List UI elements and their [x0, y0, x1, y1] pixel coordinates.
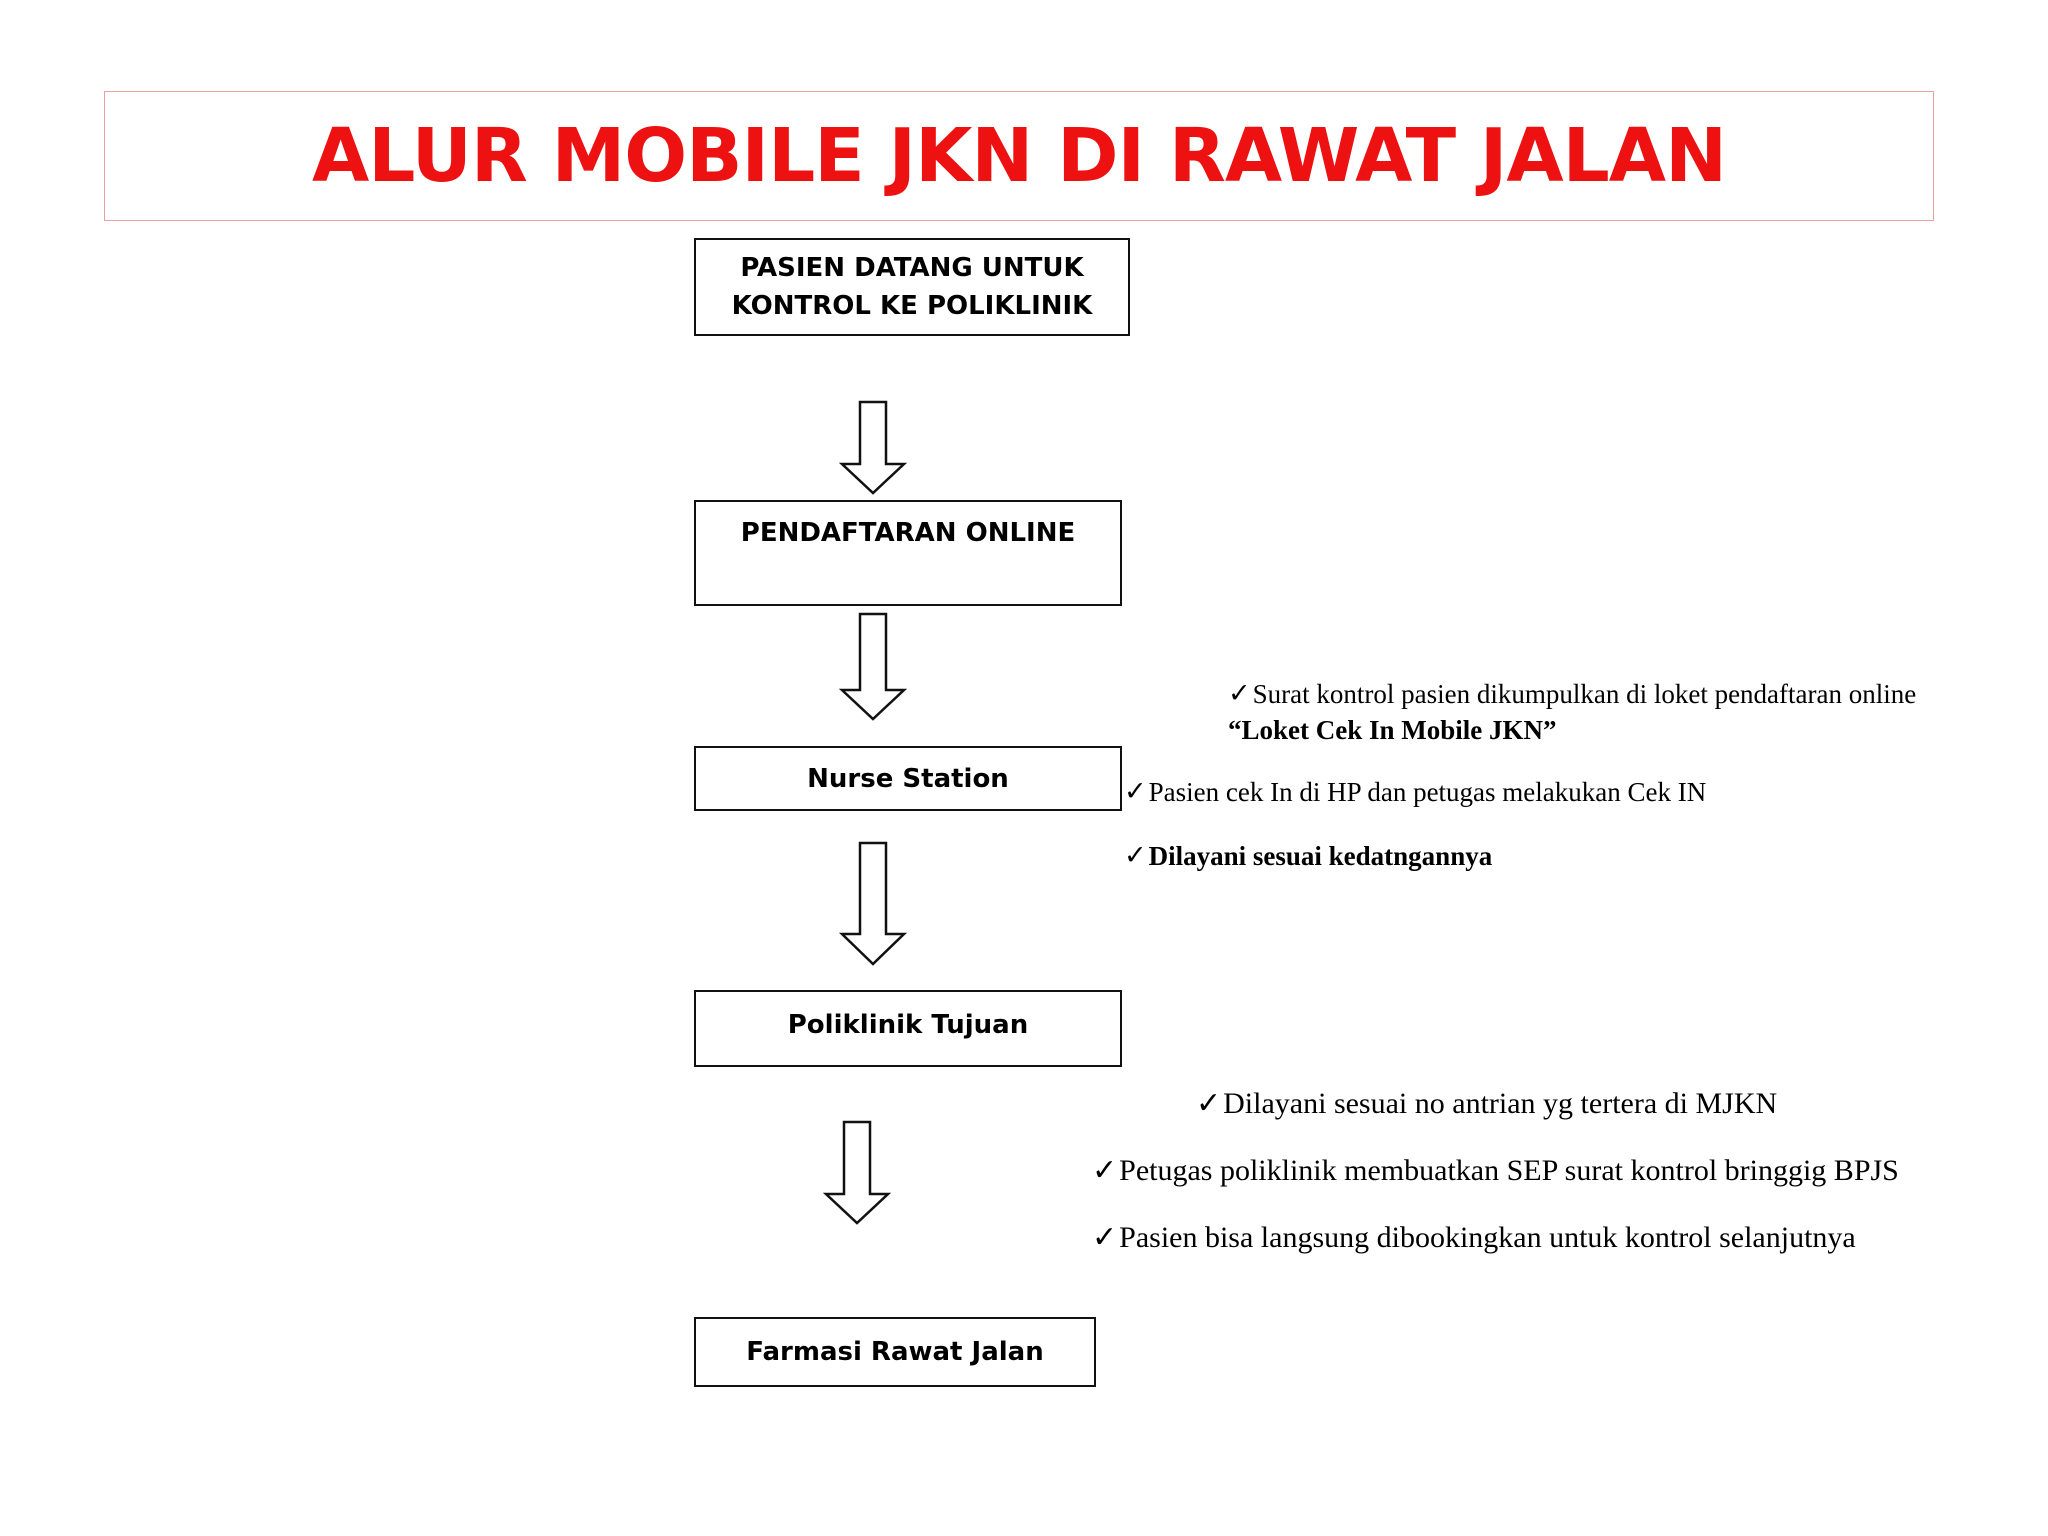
- step-farmasi-rawat-jalan-label: Farmasi Rawat Jalan: [746, 1337, 1044, 1367]
- down-arrow-icon: [838, 841, 908, 967]
- note-dilayani-kedatangan: [1124, 838, 1492, 874]
- step-nurse-station: [694, 746, 1122, 811]
- note-sep-surat-kontrol-text: Petugas poliklinik membuatkan SEP surat kontrol bringgig BPJS: [1119, 1154, 1899, 1187]
- down-arrow-icon: [838, 612, 908, 722]
- down-arrow-icon: [838, 400, 908, 496]
- note-antrian-mjkn-text: Dilayani sesuai no antrian yg tertera di MJKN: [1223, 1087, 1778, 1120]
- step-pasien-datang-line1: PASIEN DATANG UNTUK: [740, 253, 1084, 283]
- check-icon: ✓: [1124, 776, 1147, 807]
- note-booking-kontrol-text: Pasien bisa langsung dibookingkan untuk kontrol selanjutnya: [1119, 1221, 1856, 1254]
- note-cek-in-hp-text: Pasien cek In di HP dan petugas melakukan Cek IN: [1148, 777, 1707, 807]
- page-title: ALUR MOBILE JKN DI RAWAT JALAN: [311, 113, 1726, 199]
- step-poliklinik-tujuan-label: Poliklinik Tujuan: [787, 1010, 1029, 1040]
- check-icon: ✓: [1124, 840, 1147, 871]
- check-icon: ✓: [1092, 1153, 1118, 1188]
- step-nurse-station-label: Nurse Station: [807, 763, 1009, 794]
- step-pendaftaran-online-label: PENDAFTARAN ONLINE: [740, 518, 1076, 548]
- check-icon: ✓: [1228, 678, 1251, 709]
- note-sep-surat-kontrol: [1092, 1151, 1899, 1191]
- note-booking-kontrol: [1092, 1218, 1856, 1258]
- note-surat-kontrol-text: Surat kontrol pasien dikumpulkan di loket pendaftaran online: [1252, 679, 1917, 709]
- title-box: [104, 91, 1934, 221]
- check-icon: ✓: [1092, 1220, 1118, 1255]
- note-loket-cek-in: “Loket Cek In Mobile JKN”: [1228, 715, 1557, 745]
- note-dilayani-kedatangan-text: Dilayani sesuai kedatngannya: [1148, 841, 1493, 871]
- note-cek-in-hp: [1124, 774, 1706, 810]
- step-pasien-datang-line2: KONTROL KE POLIKLINIK: [731, 291, 1093, 321]
- step-pasien-datang: [694, 238, 1130, 336]
- note-antrian-mjkn: [1196, 1084, 1777, 1124]
- note-surat-kontrol: [1228, 676, 1916, 748]
- step-poliklinik-tujuan: [694, 990, 1122, 1067]
- step-farmasi-rawat-jalan: [694, 1317, 1096, 1387]
- step-pendaftaran-online: [694, 500, 1122, 606]
- check-icon: ✓: [1196, 1086, 1222, 1121]
- down-arrow-icon: [822, 1120, 892, 1226]
